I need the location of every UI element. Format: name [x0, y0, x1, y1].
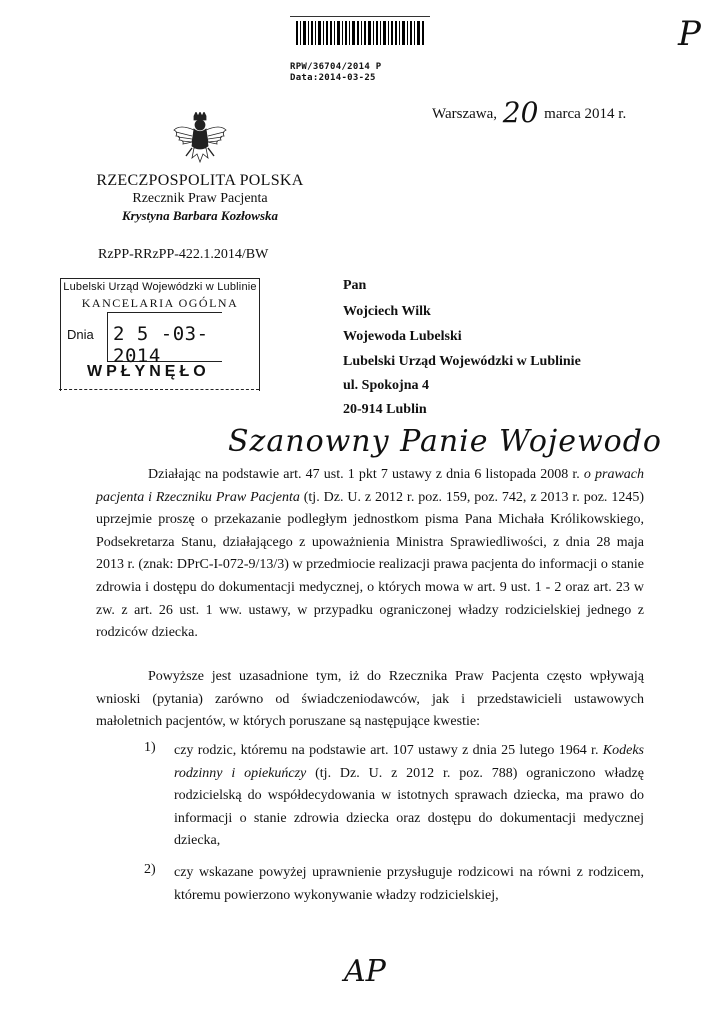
place-date-prefix: Warszawa,	[432, 106, 498, 122]
institution-name: RZECZPOSPOLITA POLSKA	[96, 172, 304, 189]
list-item-2: czy wskazane powyżej uprawnienie przysługuje rodzicowi na równi z rodzicem, któremu powierzono wykonywanie władzy rodzicielskiej,	[174, 865, 644, 903]
addressee-name: Wojciech Wilk	[343, 304, 431, 319]
addressee-office: Lubelski Urząd Wojewódzki w Lublinie	[343, 354, 581, 369]
place-date-day-handwritten: 20	[502, 96, 539, 129]
stamp-bottom-edge	[59, 389, 259, 390]
list-item-1-part-a: czy rodzic, któremu na podstawie art. 107 ustawy z dnia 25 lutego 1964 r.	[174, 743, 603, 758]
list-item-2-number: 2)	[144, 862, 156, 877]
addressee-role: Wojewoda Lubelski	[343, 329, 462, 344]
stamp-office: Lubelski Urząd Wojewódzki w Lublinie	[63, 281, 257, 293]
stamp-department: KANCELARIA OGÓLNA	[81, 296, 239, 310]
list-item-1-part-b: (tj. Dz. U. z 2012 r. poz. 788) ograniczono władzę rodzicielską do współdecydowania w istotnych sprawach dziecka, ma prawo do informacji o stanie zdrowia dziecka oraz dostępu do dokumentacji medycznej dziecka,	[174, 765, 644, 849]
body-paragraph-1-act-title: o prawach pacjenta i Rzeczniku Praw Pacjenta	[96, 467, 644, 505]
addressee-salutation: Pan	[343, 278, 367, 293]
body-paragraph-1-part-b: (tj. Dz. U. z 2012 r. poz. 159, poz. 742, z 2013 r. poz. 1245) uprzejmie proszę o przekazanie podległym jednostkom pisma Pana Michała Królikowskiego, Podsekretarza Stanu, działającego z upoważnienia Ministra Sprawiedliwości, z dnia 28 maja 2013 r. (znak: DPrC-I-072-9/13/3) w przedmiocie realizacji prawa pacjenta do informacji o stanie zdrowia i dostępu do dokumentacji medycznej, o których mowa w art. 9 ust. 1 - 2 oraz art. 23 w zw. z art. 26 ust. 1 ww. ustawy, w przypadku ograniczonej władzy rodzicielskiej jednego z rodziców dziecka.	[96, 489, 644, 641]
stamp-date-value: 2 5 -03- 2014	[113, 323, 209, 367]
barcode-number: RPW/36704/2014 P	[290, 62, 382, 72]
place-date	[432, 92, 627, 129]
barcode	[290, 16, 430, 63]
body-paragraph-1-part-a: Działając na podstawie art. 47 ust. 1 pkt 7 ustawy z dnia 6 listopada 2008 r.	[148, 467, 584, 482]
received-stamp	[60, 278, 260, 391]
corner-handwritten-mark: P	[678, 14, 701, 54]
list-item-1-number: 1)	[144, 740, 156, 755]
office-name: Rzecznik Praw Pacjenta	[132, 191, 268, 206]
body-paragraph-2: Powyższe jest uzasadnione tym, iż do Rzecznika Praw Pacjenta często wpływają wnioski (pytania) zarówno od świadczeniodawców, jak i przedstawicieli ustawowych małoletnich pacjentów, w których poruszane są następujące kwestie:	[96, 669, 644, 730]
barcode-date: Data:2014-03-25	[290, 73, 376, 83]
handwritten-greeting: Szanowny Panie Wojewodo	[228, 424, 662, 459]
addressee-city: 20-914 Lublin	[343, 402, 427, 417]
reference-number: RzPP-RRzPP-422.1.2014/BW	[98, 247, 269, 262]
body-paragraph-1	[96, 464, 644, 645]
list-item-1-code-title: Kodeks rodzinny i opiekuńczy	[174, 743, 644, 781]
barcode-bars	[290, 17, 430, 61]
handwritten-page-mark: AP	[344, 954, 386, 989]
eagle-emblem-icon	[172, 112, 228, 170]
list-item-1	[174, 740, 644, 853]
stamp-received-label: WPŁYNĘŁO	[87, 363, 210, 380]
place-date-suffix: marca 2014 r.	[544, 106, 627, 122]
official-name: Krystyna Barbara Kozłowska	[121, 208, 279, 223]
stamp-date-label: Dnia	[67, 327, 94, 342]
addressee-street: ul. Spokojna 4	[343, 378, 429, 393]
